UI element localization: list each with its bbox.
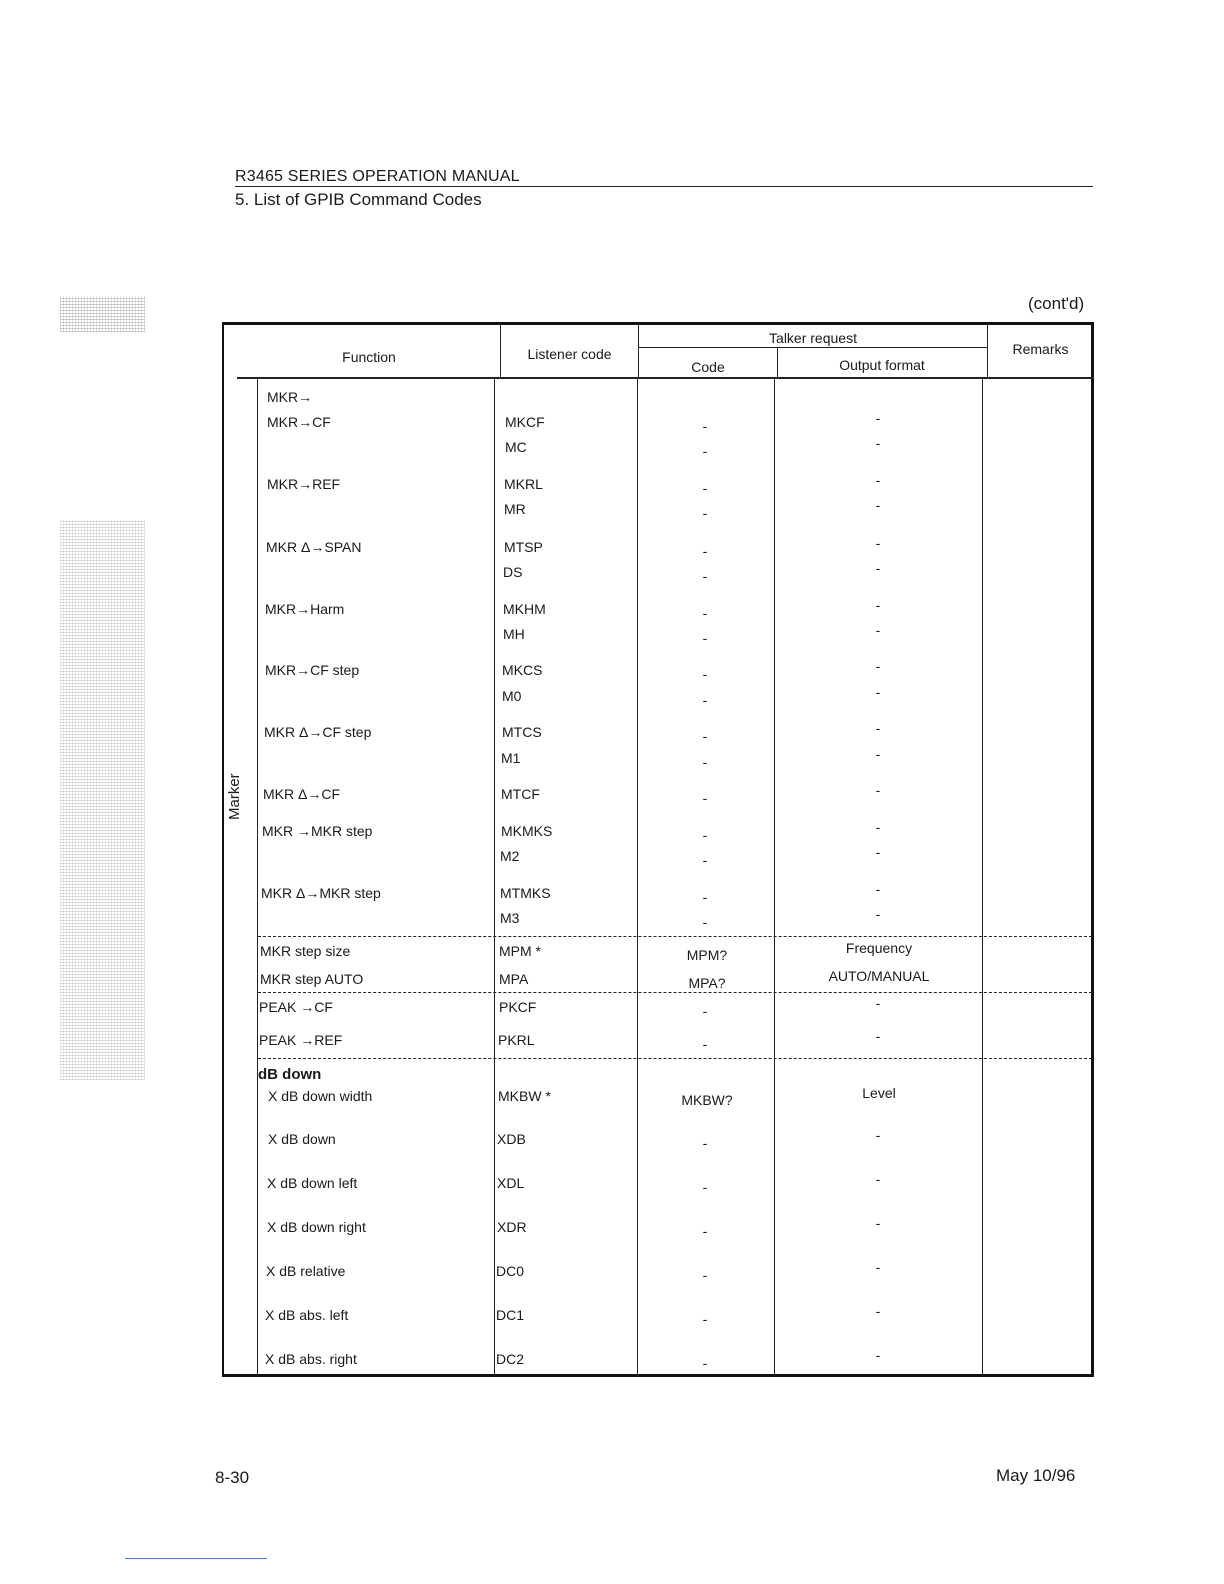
talker-code-cell: - — [702, 418, 708, 434]
output-format-cell: - — [875, 720, 881, 736]
function-cell: MKR→ — [267, 389, 313, 405]
output-format-cell: - — [875, 1028, 881, 1044]
listener-code-cell: MPA — [499, 971, 529, 987]
header-function: Function — [342, 349, 396, 365]
header-rule — [235, 186, 1093, 187]
listener-code-cell: MKBW * — [498, 1088, 551, 1104]
output-format-cell: - — [875, 435, 881, 451]
output-format-cell: - — [875, 1303, 881, 1319]
page-number: 8-30 — [215, 1468, 250, 1487]
listener-code-cell: M3 — [500, 910, 520, 926]
function-cell: MKR→REF — [267, 476, 341, 492]
function-cell: MKR Δ→CF step — [264, 724, 372, 740]
column-divider — [982, 378, 983, 1375]
output-format-cell: - — [875, 472, 881, 488]
listener-code-cell: PKRL — [498, 1032, 535, 1048]
talker-code-cell: - — [702, 443, 708, 459]
output-format-cell: - — [875, 881, 881, 897]
revision-date: May 10/96 — [996, 1466, 1076, 1485]
group-label-marker: Marker — [226, 773, 243, 820]
function-cell: MKR →MKR step — [262, 823, 373, 839]
talker-code-cell: MPM? — [686, 947, 728, 963]
column-divider — [500, 324, 501, 379]
column-divider — [777, 347, 778, 379]
listener-code-cell: XDB — [497, 1131, 526, 1147]
header-remarks: Remarks — [1012, 341, 1069, 357]
talker-code-cell: - — [702, 568, 708, 584]
function-cell: dB down — [258, 1066, 322, 1083]
output-format-cell: AUTO/MANUAL — [828, 968, 930, 984]
talker-code-cell: - — [702, 1311, 708, 1327]
listener-code-cell: MC — [505, 439, 527, 455]
function-cell: X dB down right — [267, 1219, 366, 1235]
output-format-cell: - — [875, 1127, 881, 1143]
row-separator — [258, 1058, 1092, 1059]
output-format-cell: - — [875, 1347, 881, 1363]
listener-code-cell: DC1 — [496, 1307, 525, 1323]
listener-code-cell: M0 — [502, 688, 522, 704]
talker-code-cell: - — [702, 1223, 708, 1239]
talker-code-cell: - — [702, 1355, 708, 1371]
listener-code-cell: MPM * — [499, 943, 541, 959]
talker-code-cell: - — [702, 692, 708, 708]
function-cell: MKR Δ→CF — [263, 786, 341, 802]
talker-code-cell: - — [702, 914, 708, 930]
row-separator — [258, 992, 1092, 993]
section-title: 5. List of GPIB Command Codes — [235, 190, 482, 209]
talker-code-cell: MPA? — [688, 975, 726, 991]
output-format-cell: - — [875, 844, 881, 860]
function-cell: X dB down left — [267, 1175, 358, 1191]
talker-code-cell: - — [702, 605, 708, 621]
talker-code-cell: - — [702, 827, 708, 843]
talker-code-cell: - — [702, 505, 708, 521]
header-listener-code: Listener code — [527, 346, 612, 362]
output-format-cell: - — [875, 684, 881, 700]
function-cell: PEAK →REF — [259, 1032, 343, 1048]
header-code: Code — [691, 359, 725, 375]
output-format-cell: - — [875, 746, 881, 762]
listener-code-cell: MKCF — [505, 414, 545, 430]
output-format-cell: - — [875, 597, 881, 613]
header-talker-request: Talker request — [769, 330, 857, 346]
talker-code-cell: - — [702, 543, 708, 559]
function-cell: X dB down — [268, 1131, 336, 1147]
listener-code-cell: MKHM — [503, 601, 546, 617]
row-separator — [258, 936, 1092, 937]
column-divider — [774, 378, 775, 1375]
listener-code-cell: M2 — [500, 848, 520, 864]
function-cell: MKR Δ→MKR step — [261, 885, 381, 901]
listener-code-cell: MTMKS — [500, 885, 551, 901]
function-cell: PEAK →CF — [259, 999, 333, 1015]
output-format-cell: - — [875, 995, 881, 1011]
listener-code-cell: MTCS — [502, 724, 542, 740]
function-cell: MKR→CF step — [265, 662, 360, 678]
function-cell: X dB abs. left — [265, 1307, 349, 1323]
manual-title: R3465 SERIES OPERATION MANUAL — [235, 168, 520, 185]
talker-code-cell: - — [702, 754, 708, 770]
talker-code-cell: - — [702, 1036, 708, 1052]
output-format-cell: - — [875, 658, 881, 674]
talker-code-cell: MKBW? — [681, 1092, 733, 1108]
listener-code-cell: MKMKS — [501, 823, 553, 839]
listener-code-cell: MR — [504, 501, 526, 517]
function-cell: MKR Δ→SPAN — [266, 539, 362, 555]
talker-code-cell: - — [702, 889, 708, 905]
listener-code-cell: DC0 — [496, 1263, 525, 1279]
output-format-cell: - — [875, 1215, 881, 1231]
talker-code-cell: - — [702, 852, 708, 868]
talker-code-cell: - — [702, 480, 708, 496]
talker-code-cell: - — [702, 790, 708, 806]
header-bottom-rule — [237, 377, 1094, 379]
output-format-cell: - — [875, 1171, 881, 1187]
output-format-cell: - — [875, 560, 881, 576]
talker-code-cell: - — [702, 1179, 708, 1195]
listener-code-cell: M1 — [501, 750, 521, 766]
listener-code-cell: DS — [503, 564, 523, 580]
scan-mark — [125, 1558, 267, 1559]
column-divider — [637, 378, 638, 1375]
output-format-cell: - — [875, 497, 881, 513]
listener-code-cell: MKRL — [504, 476, 543, 492]
listener-code-cell: MH — [503, 626, 525, 642]
function-cell: X dB down width — [268, 1088, 373, 1104]
listener-code-cell: DC2 — [496, 1351, 525, 1367]
talker-code-cell: - — [702, 666, 708, 682]
column-divider — [987, 324, 988, 379]
talker-code-cell: - — [702, 1267, 708, 1283]
output-format-cell: Frequency — [845, 940, 913, 956]
function-cell: MKR step size — [260, 943, 351, 959]
column-divider — [494, 378, 495, 1375]
listener-code-cell: MTCF — [501, 786, 540, 802]
output-format-cell: - — [875, 622, 881, 638]
header-output-format: Output format — [839, 357, 925, 373]
scan-artifact — [60, 296, 145, 332]
talker-sub-rule — [638, 347, 988, 348]
output-format-cell: - — [875, 1259, 881, 1275]
function-cell: MKR→CF — [267, 414, 331, 430]
talker-code-cell: - — [702, 1003, 708, 1019]
output-format-cell: Level — [862, 1085, 896, 1101]
listener-code-cell: XDR — [497, 1219, 527, 1235]
column-divider — [638, 324, 639, 379]
talker-code-cell: - — [702, 630, 708, 646]
output-format-cell: - — [875, 906, 881, 922]
listener-code-cell: MTSP — [504, 539, 543, 555]
function-cell: MKR step AUTO — [260, 971, 364, 987]
function-cell: X dB relative — [266, 1263, 346, 1279]
function-cell: X dB abs. right — [265, 1351, 357, 1367]
listener-code-cell: MKCS — [502, 662, 543, 678]
listener-code-cell: XDL — [497, 1175, 525, 1191]
scan-artifact — [60, 520, 145, 1080]
talker-code-cell: - — [702, 1135, 708, 1151]
output-format-cell: - — [875, 782, 881, 798]
group-divider — [257, 378, 258, 1375]
output-format-cell: - — [875, 535, 881, 551]
output-format-cell: - — [875, 410, 881, 426]
listener-code-cell: PKCF — [499, 999, 537, 1015]
function-cell: MKR→Harm — [265, 601, 345, 617]
talker-code-cell: - — [702, 728, 708, 744]
continued-label: (cont'd) — [1028, 294, 1085, 313]
output-format-cell: - — [875, 819, 881, 835]
